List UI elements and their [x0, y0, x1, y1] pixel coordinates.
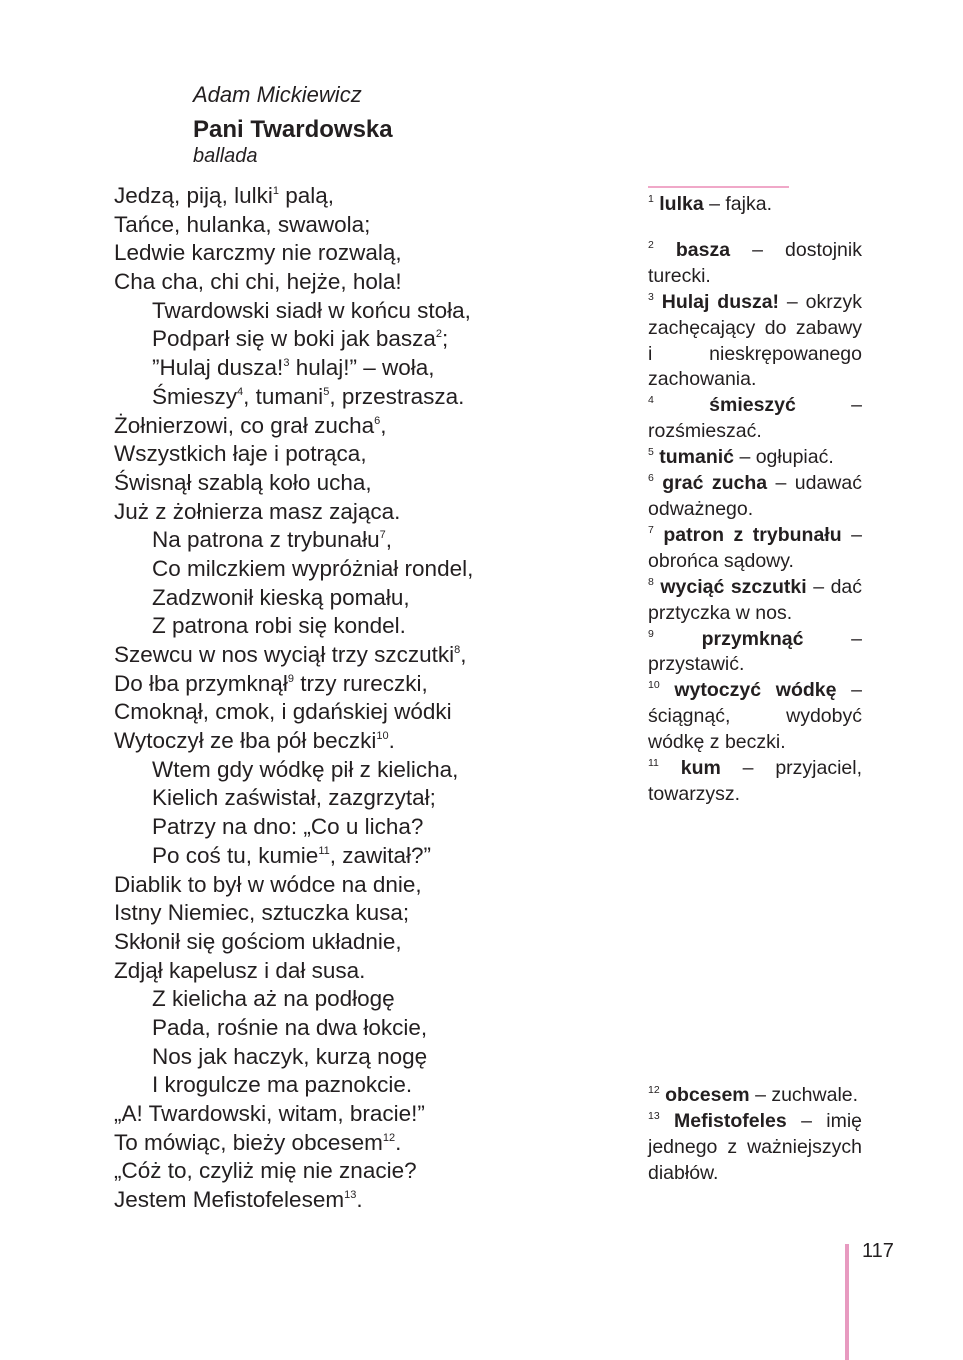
poem-line-text: , [385, 527, 393, 553]
poem-line [114, 469, 634, 498]
footnote-definition: – ściągnąć, wydobyć wódkę z beczki. [648, 679, 863, 754]
footnote-number: 7 [648, 523, 654, 536]
footnote-number: 4 [648, 394, 654, 407]
poem-line-text: „A! Twardowski, witam, bracie!” [114, 1101, 425, 1126]
footnote-ref: 12 [382, 1131, 396, 1144]
poem-line-text: trzy rureczki, [293, 670, 428, 696]
poem-title: Pani Twardowska [193, 116, 393, 143]
footnote-number: 10 [648, 679, 660, 692]
footnote-term: patron z trybunału [663, 523, 842, 546]
poem-line-text: ”Hulaj dusza! [152, 355, 284, 381]
poem-line-text: . [395, 1129, 402, 1155]
poem-line [114, 440, 634, 469]
poem-line [114, 899, 634, 928]
footnote-definition: – dostojnik turecki. [648, 238, 862, 287]
poem-line-text: Podparł się w boki jak basza [152, 326, 436, 352]
poem-line-text: . [388, 728, 395, 754]
poem-line-text: Twardowski siadł w końcu stoła, [152, 297, 471, 323]
poem-line-text: hulaj!” – woła, [289, 355, 435, 381]
poem-line [114, 1100, 634, 1129]
poem-line [114, 268, 634, 297]
footnote-definition: – obrońca sądowy. [648, 523, 862, 572]
poem-line-text: Wytoczył ze łba pół beczki [114, 728, 377, 754]
footnote-term: wyciąć szczutki [660, 575, 807, 598]
poem-line [114, 985, 634, 1014]
footnote-number: 12 [648, 1084, 660, 1096]
poem-line-text: , tumani [243, 383, 324, 409]
footnote [648, 678, 862, 756]
poem-line [114, 325, 634, 354]
footnote-number: 1 [648, 193, 654, 205]
poem-line [114, 784, 634, 813]
footnote-definition: – przystawić. [648, 627, 863, 676]
page-number: 117 [862, 1240, 894, 1262]
footnote-term: kum [680, 757, 721, 780]
footnote [648, 393, 862, 445]
poem-line [114, 584, 634, 613]
footnote [648, 471, 862, 523]
poem-line [114, 670, 634, 699]
poem-line-text: palą, [278, 183, 335, 208]
footnote-definition: – imię jednego z ważniejszych diabłów. [648, 1109, 863, 1184]
footnote-term: wytoczyć wódkę [674, 679, 837, 702]
poem-line-text: Zdjął kapelusz i dał susa. [114, 957, 366, 983]
footnote-term: przymknąć [701, 627, 804, 650]
footnote-term: grać zucha [662, 472, 768, 495]
poem-line [114, 1043, 634, 1072]
footnote-number: 9 [648, 627, 654, 640]
footnote-number: 5 [648, 446, 654, 459]
footnote-definition: – okrzyk zachęcający do zabawy i nieskrępowanego zachowania. [648, 290, 862, 391]
poem-line-text: Śmieszy [152, 383, 238, 409]
footnote-ref: 3 [283, 357, 290, 370]
poem-body [114, 182, 634, 1215]
poem-line-text: Patrzy na dno: „Co u licha? [152, 814, 424, 840]
footnote-term: tumanić [659, 446, 735, 469]
footnote-ref: 6 [374, 414, 381, 427]
page-margin-bar [845, 1244, 849, 1360]
footnote-definition: – zuchwale. [749, 1084, 859, 1106]
poem-line-text: Jestem Mefistofelesem [114, 1187, 345, 1213]
poem-line [114, 526, 634, 555]
poem-line-text: Cha cha, chi chi, hejże, hola! [114, 269, 402, 295]
footnote [648, 575, 862, 627]
footnote-number: 6 [648, 472, 654, 485]
poem-line-text: Do łba przymknął [114, 670, 288, 696]
footnote-number: 8 [648, 575, 654, 588]
footnote [648, 238, 862, 290]
poem-line-text: Pada, rośnie na dwa łokcie, [152, 1014, 428, 1040]
poem-line-text: To mówiąc, bieży obcesem [114, 1129, 383, 1155]
poem-line-text: Nos jak haczyk, kurzą nogę [152, 1043, 428, 1069]
footnote [648, 1083, 862, 1109]
poem-line [114, 555, 634, 584]
poem-line-text: , [380, 412, 387, 438]
footnote-definition: – rozśmieszać. [648, 394, 863, 443]
poem-line [114, 698, 634, 727]
poem-line-text: Już z żołnierza masz zająca. [114, 498, 401, 524]
poem-line-text: „Cóż to, czyliż mię nie znacie? [114, 1158, 417, 1184]
footnote-definition: – przyjaciel, towarzysz. [648, 757, 863, 805]
footnote-term: obcesem [665, 1084, 750, 1106]
footnote-term: Hulaj dusza! [661, 290, 780, 313]
poem-line [114, 612, 634, 641]
poem-line [114, 297, 634, 326]
poem-line [114, 182, 634, 211]
poem-line-text: Diablik to był w wódce na dnie, [114, 871, 422, 897]
footnote-ref: 10 [376, 730, 389, 743]
poem-line-text: . [356, 1187, 363, 1213]
footnote-ref: 2 [435, 328, 443, 341]
footnote-term: Mefistofeles [674, 1109, 787, 1132]
poem-line [114, 498, 634, 527]
poem-subtitle: ballada [193, 145, 258, 167]
poem-line [114, 412, 634, 441]
footnote [648, 192, 862, 218]
poem-line [114, 641, 634, 670]
poem-line [114, 383, 634, 412]
poem-line-text: Istny Niemiec, sztuczka kusa; [114, 900, 410, 926]
poem-line [114, 727, 634, 756]
poem-line [114, 1186, 634, 1215]
poem-line [114, 211, 634, 240]
footnote-definition: – ogłupiać. [734, 446, 834, 469]
poem-line-text: Z patrona robi się kondel. [152, 613, 406, 639]
footnote-ref: 5 [323, 385, 330, 398]
poem-line-text: , zawitał?” [329, 842, 432, 868]
poem-line-text: I krogulcze ma paznokcie. [152, 1072, 413, 1098]
footnote [648, 445, 862, 471]
footnote-ref: 4 [237, 385, 244, 398]
footnote-number: 3 [648, 290, 654, 303]
poem-line [114, 871, 634, 900]
footnote-number: 11 [648, 757, 659, 770]
poem-line-text: Z kielicha aż na podłogę [152, 986, 395, 1012]
poem-line-text: Tańce, hulanka, swawola; [114, 211, 371, 237]
poem-line-text: , przestrasza. [329, 383, 465, 409]
poem-line-text: Zadzwonił kieską pomału, [152, 584, 410, 610]
footnotes-bottom [648, 1083, 862, 1187]
poem-line-text: Jedzą, piją, lulki [114, 183, 273, 208]
footnotes-top [648, 192, 862, 808]
poem-line [114, 1129, 634, 1158]
poem-line-text: Wtem gdy wódkę pił z kielicha, [152, 756, 459, 782]
poem-line-text: Ledwie karczmy nie rozwalą, [114, 240, 402, 266]
footnote-definition: – dać prztyczka w nos. [648, 575, 863, 624]
footnote-number: 2 [648, 238, 654, 251]
footnote [648, 627, 862, 679]
poem-line [114, 957, 634, 986]
poem-line-text: Szewcu w nos wyciął trzy szczutki [114, 642, 455, 667]
poem-line-text: Wszystkich łaje i potrąca, [114, 441, 367, 467]
poem-line [114, 842, 634, 871]
footnote [648, 1109, 862, 1187]
footnote-ref: 11 [318, 844, 330, 857]
footnote-ref: 8 [454, 644, 461, 656]
poem-line-text: Po coś tu, kumie [152, 842, 319, 868]
poem-line [114, 239, 634, 268]
poem-line-text: ; [442, 326, 449, 352]
footnote-ref: 13 [344, 1189, 357, 1202]
footnote-term: śmieszyć [709, 394, 796, 417]
footnote-definition: – udawać odważnego. [648, 472, 862, 520]
author-name: Adam Mickiewicz [193, 82, 362, 107]
poem-line-text: Skłonił się gościom układnie, [114, 928, 402, 954]
footnote-number: 13 [648, 1109, 660, 1122]
poem-line-text: Żołnierzowi, co grał zucha [114, 412, 375, 438]
poem-line-text: Kielich zaświstał, zazgrzytał; [152, 785, 436, 811]
footnote [648, 756, 862, 808]
poem-line [114, 756, 634, 785]
footnote-term: basza [675, 238, 731, 261]
poem-line [114, 928, 634, 957]
footnote-divider [648, 186, 789, 188]
footnote-definition: – fajka. [703, 193, 772, 215]
poem-line [114, 1071, 634, 1100]
footnote-ref: 1 [272, 185, 279, 197]
poem-line-text: Świsnął szablą koło ucha, [114, 469, 372, 495]
poem-line-text: Cmoknął, cmok, i gdańskiej wódki [114, 699, 452, 725]
poem-line-text: Co milczkiem wypróżniał rondel, [152, 555, 474, 581]
footnote-ref: 9 [287, 672, 294, 685]
footnote [648, 523, 862, 575]
footnote [648, 290, 862, 394]
poem-line [114, 354, 634, 383]
poem-line-text: , [460, 642, 467, 667]
poem-line [114, 1157, 634, 1186]
poem-line [114, 1014, 634, 1043]
poem-line [114, 813, 634, 842]
footnote-term: lulka [659, 193, 704, 215]
footnote-ref: 7 [379, 529, 386, 542]
poem-line-text: Na patrona z trybunału [152, 527, 380, 553]
